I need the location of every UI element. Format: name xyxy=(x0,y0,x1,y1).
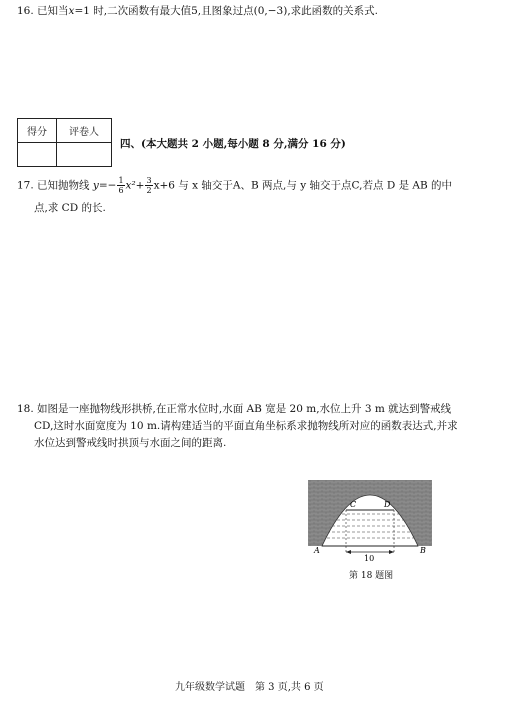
q17-line2: 点,求 CD 的长. xyxy=(34,202,106,214)
q18-line2: CD,这时水面宽度为 10 m.请构建适当的平面直角坐标系求抛物线所对应的函数表达式,并求 xyxy=(34,420,458,432)
page-footer: 九年级数学试题 第 3 页,共 6 页 xyxy=(175,682,324,693)
label-d: D xyxy=(384,500,391,509)
q16-var: x xyxy=(68,5,75,17)
label-10: 10 xyxy=(364,554,375,563)
q17-number: 17. xyxy=(17,179,34,192)
score-table xyxy=(17,118,112,167)
q17-x2: x²+ xyxy=(125,179,145,192)
bridge-figure xyxy=(272,446,468,584)
q17-frac1: $\frac{1}{6}$ xyxy=(118,176,124,195)
figure-caption: 第 18 题图 xyxy=(349,571,394,581)
q16-text-c: =1 时,二次函数有最大值5,且图象过点(0,−3),求此函数的关系式. xyxy=(74,5,379,17)
label-c: C xyxy=(350,500,357,509)
q17-pre: 已知抛物线 xyxy=(37,179,93,192)
q17-y: y xyxy=(92,179,99,192)
q16 xyxy=(17,4,378,18)
section-heading: 四、(本大题共 2 小题,每小题 8 分,满分 16 分) xyxy=(120,138,346,150)
grader-cell xyxy=(57,143,112,167)
q17-line1 xyxy=(17,176,452,195)
q18-text1: 如图是一座抛物线形拱桥,在正常水位时,水面 AB 宽是 20 m,水位上升 3 m 就达到警戒线 xyxy=(37,403,452,415)
label-a: A xyxy=(314,546,320,555)
label-b: B xyxy=(420,546,426,555)
q17-frac2: $\frac{3}{2}$ xyxy=(146,176,152,195)
score-cell xyxy=(18,143,57,167)
q18-line3: 水位达到警戒线时拱顶与水面之间的距离. xyxy=(34,437,227,449)
q18-line1 xyxy=(17,402,451,416)
q16-text-a: 已知当 xyxy=(37,5,69,17)
score-header: 得分 xyxy=(18,119,57,143)
q17-eq: =− xyxy=(98,179,117,192)
q18-number: 18. xyxy=(17,403,34,415)
q17-rest1: x+6 与 x 轴交于A、B 两点,与 y 轴交于点C,若点 D 是 AB 的中 xyxy=(153,179,453,192)
q16-number: 16. xyxy=(17,5,34,17)
grader-header: 评卷人 xyxy=(57,119,112,143)
bridge-diagram xyxy=(272,446,468,584)
